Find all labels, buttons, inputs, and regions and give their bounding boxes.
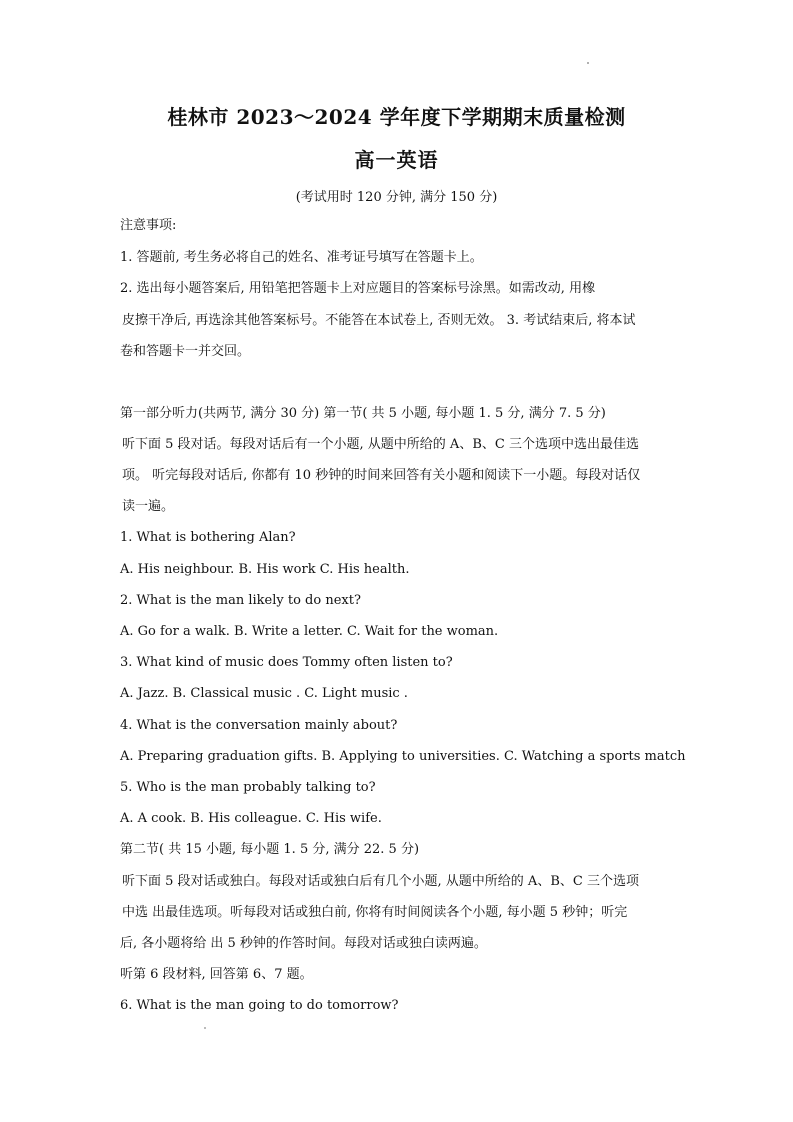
question-1: 1. What is bothering Alan? [120,530,296,545]
question-4: 4. What is the conversation mainly about? [120,718,398,733]
notes-line-1: 1. 答题前, 考生务必将自己的姓名、准考证号填写在答题卡上。 [120,250,483,265]
question-2: 2. What is the man likely to do next? [120,593,361,608]
part1-instruction-1: 听下面 5 段对话。每段对话后有一个小题, 从题中所给的 A、B、C 三个选项中选出最佳选 [122,437,639,452]
notes-line-2: 2. 选出每小题答案后, 用铅笔把答题卡上对应题目的答案标号涂黑。如需改动, 用橡 [120,281,596,296]
scan-dot [587,62,589,64]
part1-instruction-3: 读一遍。 [122,499,175,514]
question-3: 3. What kind of music does Tommy often listen to? [120,655,453,670]
notes-heading: 注意事项: [120,218,177,233]
question-5-options: A. A cook. B. His colleague. C. His wife. [120,811,382,826]
subject-title: 高一英语 [354,148,439,172]
exam-info: (考试用时 120 分钟, 满分 150 分) [295,190,498,205]
question-1-options: A. His neighbour. B. His work C. His health. [120,562,410,577]
section2-instruction-1: 听下面 5 段对话或独白。每段对话或独白后有几个小题, 从题中所给的 A、B、C 三个选项 [122,874,639,889]
part1-heading: 第一部分听力(共两节, 满分 30 分) 第一节( 共 5 小题, 每小题 1. 5 分, 满分 7. 5 分) [120,406,606,421]
scan-dot-bottom [204,1027,206,1029]
page-title: 桂林市 2023～2024 学年度下学期期末质量检测 [167,105,626,129]
notes-line-4: 卷和答题卡一并交回。 [120,344,251,359]
part1-instruction-2: 项。 听完每段对话后, 你都有 10 秒钟的时间来回答有关小题和阅读下一小题。每段对话仅 [122,468,641,483]
question-3-options: A. Jazz. B. Classical music . C. Light music . [120,686,408,701]
section2-heading: 第二节( 共 15 小题, 每小题 1. 5 分, 满分 22. 5 分) [120,842,420,857]
question-2-options: A. Go for a walk. B. Write a letter. C. Wait for the woman. [120,624,499,639]
question-5: 5. Who is the man probably talking to? [120,780,376,795]
material-6-heading: 听第 6 段材料, 回答第 6、7 题。 [120,967,313,982]
question-6: 6. What is the man going to do tomorrow? [120,998,399,1013]
question-4-options: A. Preparing graduation gifts. B. Applying to universities. C. Watching a sports match [120,749,686,764]
section2-instruction-2: 中选 出最佳选项。听每段对话或独白前, 你将有时间阅读各个小题, 每小题 5 秒钟；听完 [122,905,628,920]
notes-line-3: 皮擦干净后, 再选涂其他答案标号。不能答在本试卷上, 否则无效。 3. 考试结束后, 将本试 [122,313,636,328]
section2-instruction-3: 后, 各小题将给 出 5 秒钟的作答时间。每段对话或独白读两遍。 [120,936,487,951]
